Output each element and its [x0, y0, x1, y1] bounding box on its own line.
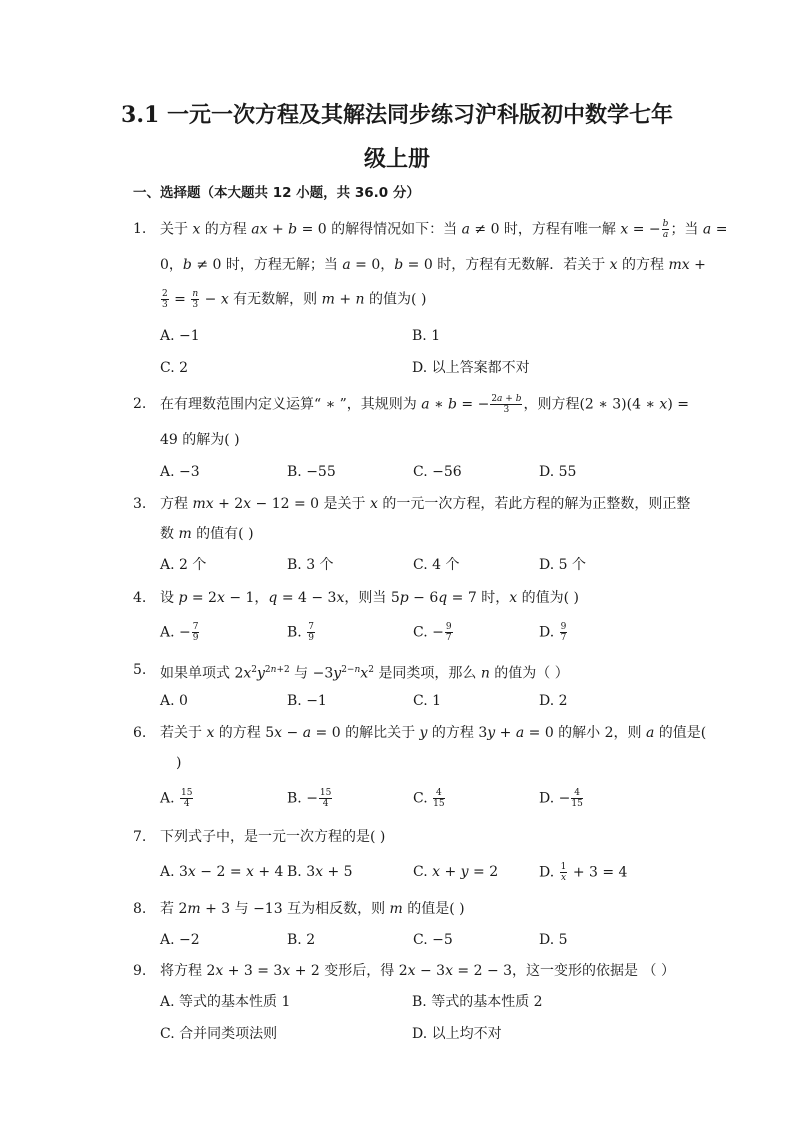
question-text-line: 下列式子中，是一元一次方程的是( ) — [160, 829, 386, 845]
option-a[interactable]: A. 2 个 — [160, 557, 207, 573]
question-text-line: 49 的解为( ) — [160, 432, 240, 448]
option-d[interactable]: D. 2 — [539, 693, 568, 709]
question-number: 2. — [133, 396, 147, 412]
option-a[interactable]: A. 3x − 2 = x + 4 — [160, 864, 284, 880]
option-c[interactable]: C. −5 — [413, 932, 453, 948]
option-d[interactable]: D. − $\frac{4}{15}$ — [539, 788, 583, 809]
option-b[interactable]: B. 等式的基本性质 2 — [412, 994, 543, 1010]
option-b[interactable]: B. 3 个 — [287, 557, 334, 573]
question-number: 3. — [133, 496, 147, 512]
question-text-line: 若关于 x 的方程 5x − a = 0 的解比关于 y 的方程 3y + a = 0 的解小 2，则 a 的值是( — [160, 725, 707, 741]
option-c[interactable]: C. 4 个 — [413, 557, 460, 573]
question-text-line: ) — [176, 755, 182, 771]
option-b[interactable]: B. 3x + 5 — [287, 864, 353, 880]
option-d[interactable]: D. 5 — [539, 932, 568, 948]
option-a[interactable]: A. 0 — [160, 693, 188, 709]
question-number: 6. — [133, 725, 147, 741]
option-d[interactable]: D. 5 个 — [539, 557, 586, 573]
question-text-line: 关于 x 的方程 ax + b = 0 的解得情况如下：当 a ≠ 0 时，方程有唯一解 x = − $\frac{b}{a}$ ；当 a = — [160, 219, 728, 240]
question-text-line: 如果单项式 $2x^2y^{2n+2}$ 与 $-3y^{2-n}x^2$ 是同类项，那么 n 的值为（ ） — [160, 665, 569, 682]
option-c[interactable]: C. $\frac{4}{15}$ — [413, 788, 445, 809]
option-a[interactable]: A. 等式的基本性质 1 — [160, 994, 291, 1010]
question-text-line: 数 m 的值有( ) — [160, 526, 254, 542]
option-b[interactable]: B. $\frac{7}{9}$ — [287, 622, 314, 643]
option-a[interactable]: A. −2 — [160, 932, 200, 948]
option-c[interactable]: C. − $\frac{9}{7}$ — [413, 622, 452, 643]
question-text-line: 方程 mx + 2x − 12 = 0 是关于 x 的一元一次方程，若此方程的解为正整数，则正整 — [160, 496, 691, 512]
section-heading: 一、选择题（本大题共 12 小题，共 36.0 分） — [133, 185, 420, 201]
question-number: 1. — [133, 221, 147, 237]
question-number: 8. — [133, 901, 147, 917]
option-a[interactable]: A. $\frac{15}{4}$ — [160, 788, 193, 809]
option-b[interactable]: B. 1 — [412, 328, 441, 344]
option-d[interactable]: D. $\frac{1}{x}$ + 3 = 4 — [539, 862, 628, 883]
option-d[interactable]: D. $\frac{9}{7}$ — [539, 622, 567, 643]
question-text-line: $\frac{2}{3}$ = $\frac{n}{3}$ − x 有无数解，则 m + n 的值为( ) — [162, 289, 427, 310]
option-b[interactable]: B. 2 — [287, 932, 316, 948]
option-a[interactable]: A. −3 — [160, 464, 200, 480]
option-b[interactable]: B. −1 — [287, 693, 327, 709]
option-c[interactable]: C. 2 — [160, 360, 189, 376]
option-a[interactable]: A. −1 — [160, 328, 200, 344]
option-d[interactable]: D. 以上均不对 — [412, 1026, 502, 1042]
question-number: 4. — [133, 590, 147, 606]
option-c[interactable]: C. 1 — [413, 693, 442, 709]
question-number: 5. — [133, 662, 147, 678]
question-number: 9. — [133, 963, 147, 979]
page-title-line-2: 级上册 — [363, 146, 430, 172]
question-text-line: 设 p = 2x − 1，q = 4 − 3x，则当 5p − 6q = 7 时，x 的值为( ) — [160, 590, 579, 606]
question-text-line: 在有理数范围内定义运算“ ∗ ”，其规则为 a ∗ b = − $\frac{2a + b}{3}$ ，则方程(2 ∗ 3)(4 ∗ x) = — [160, 394, 689, 415]
question-text-line: 若 2m + 3 与 −13 互为相反数，则 m 的值是( ) — [160, 901, 465, 917]
page-title-line-1: 3.1 一元一次方程及其解法同步练习沪科版初中数学七年 — [121, 102, 673, 128]
question-text-line: 将方程 2x + 3 = 3x + 2 变形后，得 2x − 3x = 2 − 3，这一变形的依据是 （ ） — [160, 963, 675, 979]
option-b[interactable]: B. −55 — [287, 464, 336, 480]
option-c[interactable]: C. x + y = 2 — [413, 864, 499, 880]
option-d[interactable]: D. 以上答案都不对 — [412, 360, 530, 376]
option-b[interactable]: B. − $\frac{15}{4}$ — [287, 788, 332, 809]
option-d[interactable]: D. 55 — [539, 464, 577, 480]
option-c[interactable]: C. −56 — [413, 464, 462, 480]
option-c[interactable]: C. 合并同类项法则 — [160, 1026, 278, 1042]
question-number: 7. — [133, 829, 147, 845]
question-text-line: 0，b ≠ 0 时，方程无解；当 a = 0，b = 0 时，方程有无数解．若关于 x 的方程 mx + — [160, 257, 706, 273]
option-a[interactable]: A. − $\frac{7}{9}$ — [160, 622, 199, 643]
